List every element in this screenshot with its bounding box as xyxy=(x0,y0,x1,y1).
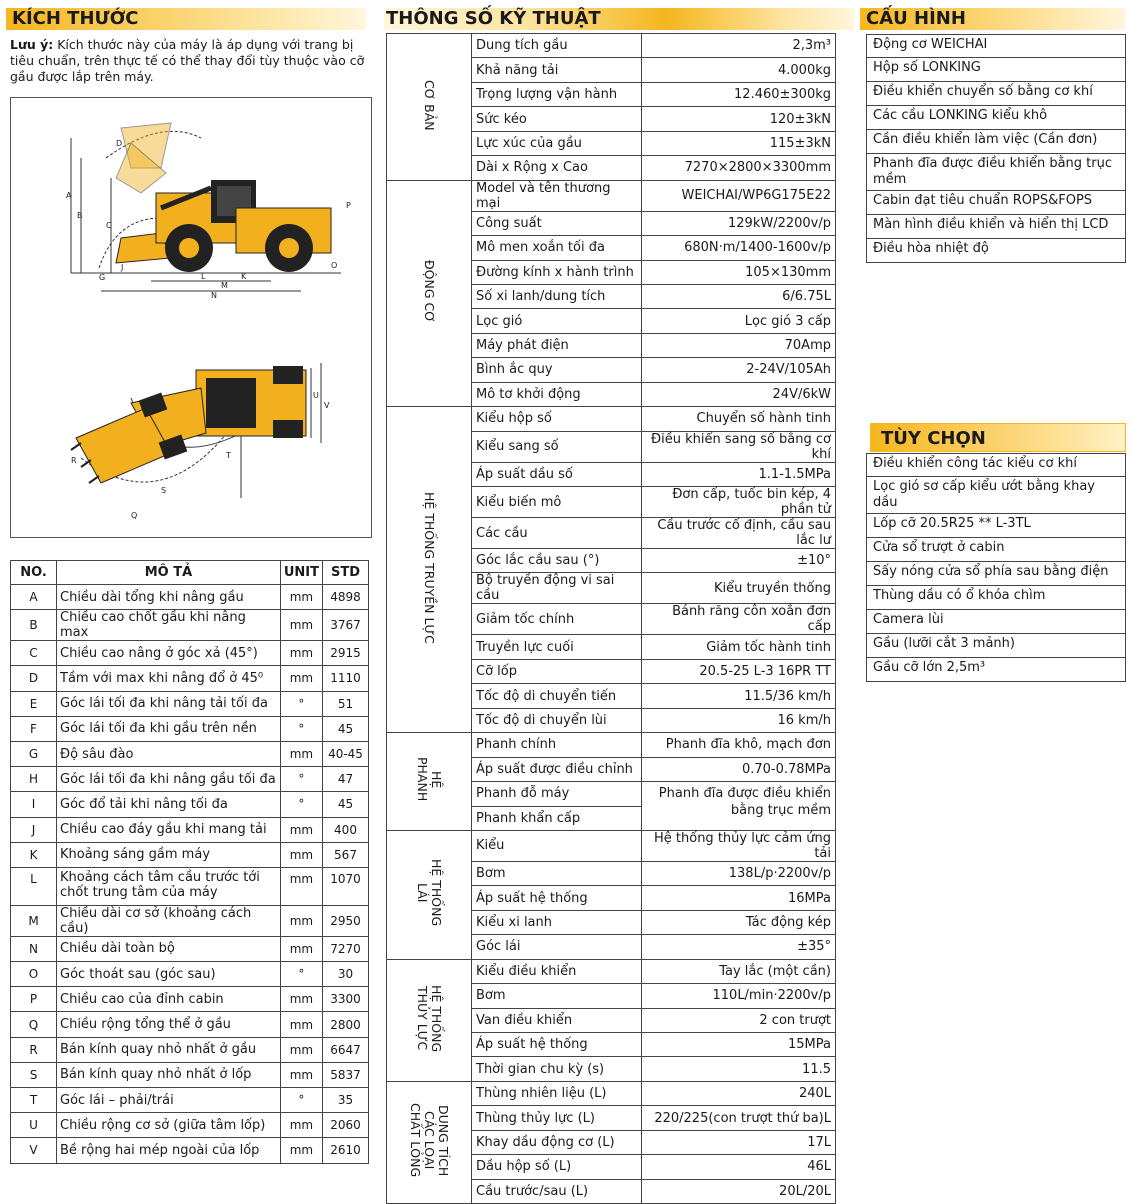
spec-value: 11.5 xyxy=(642,1057,836,1081)
dim-std-cell: 51 xyxy=(323,691,369,716)
spec-row xyxy=(387,1081,836,1105)
table-row xyxy=(11,585,369,610)
dim-unit-cell: ° xyxy=(280,962,322,987)
spec-group-label xyxy=(387,959,472,1081)
spec-key: Phanh khẩn cấp xyxy=(472,806,642,830)
spec-group-text: HỆ THỐNG THỦY LỰC xyxy=(415,984,444,1052)
dim-label-top-q: Q xyxy=(131,511,138,520)
section-header-specs: THÔNG SỐ KỸ THUẬT xyxy=(384,8,854,30)
spec-value: 16 km/h xyxy=(642,708,836,732)
spec-value: 17L xyxy=(642,1130,836,1154)
spec-key: Sức kéo xyxy=(472,107,642,131)
spec-row xyxy=(387,959,836,983)
dim-desc-cell: Chiều cao chốt gầu khi nâng max xyxy=(57,610,281,641)
spec-value: 4.000kg xyxy=(642,58,836,82)
dim-label-top-u: U xyxy=(313,391,319,400)
spec-row xyxy=(387,180,836,211)
spec-value: 2-24V/105Ah xyxy=(642,358,836,382)
section-header-dimensions: KÍCH THƯỚC xyxy=(6,8,366,30)
dim-desc-cell: Chiều rộng tổng thể ở gầu xyxy=(57,1012,281,1037)
spec-key: Công suất xyxy=(472,211,642,235)
dim-std-cell: 2950 xyxy=(323,905,369,936)
dim-std-cell: 5837 xyxy=(323,1062,369,1087)
dim-label-side-l: L xyxy=(201,272,206,281)
spec-key: Phanh đỗ máy xyxy=(472,782,642,806)
col-std: STD xyxy=(323,561,369,585)
option-item: Cửa sổ trượt ở cabin xyxy=(866,538,1126,562)
spec-value: ±35° xyxy=(642,935,836,959)
spec-value: 7270×2800×3300mm xyxy=(642,156,836,180)
dim-desc-cell: Bán kính quay nhỏ nhất ở lốp xyxy=(57,1062,281,1087)
spec-key: Thùng nhiên liệu (L) xyxy=(472,1081,642,1105)
option-item: Gầu cỡ lớn 2,5m³ xyxy=(866,658,1126,682)
dim-std-cell: 30 xyxy=(323,962,369,987)
spec-value: Giảm tốc hành tinh xyxy=(642,635,836,659)
dim-std-cell: 2060 xyxy=(323,1113,369,1138)
dim-label-top-t: T xyxy=(226,451,231,460)
spec-group-text: DUNG TÍCH CÁC LOẠI CHẤT LỎNG xyxy=(408,1103,451,1178)
dim-unit-cell: mm xyxy=(280,842,322,867)
spec-key: Mô tơ khởi động xyxy=(472,382,642,406)
col-unit: UNIT xyxy=(280,561,322,585)
spec-value: Phanh đĩa được điều khiển bằng trục mềm xyxy=(642,782,836,831)
spec-value: 12.460±300kg xyxy=(642,82,836,106)
spec-key: Kiểu biến mô xyxy=(472,487,642,518)
dim-no-cell: L xyxy=(11,867,57,905)
spec-value: 1.1-1.5MPa xyxy=(642,462,836,486)
dim-no-cell: E xyxy=(11,691,57,716)
dim-no-cell: J xyxy=(11,817,57,842)
dim-no-cell: I xyxy=(11,792,57,817)
dim-desc-cell: Chiều cao nâng ở góc xả (45°) xyxy=(57,641,281,666)
dim-no-cell: F xyxy=(11,716,57,741)
dim-label-side-d: D xyxy=(116,139,123,148)
option-item: Camera lùi xyxy=(866,610,1126,634)
dim-label-side-c: C xyxy=(106,221,112,230)
dim-std-cell: 40-45 xyxy=(323,741,369,766)
dim-std-cell: 567 xyxy=(323,842,369,867)
dim-label-top-s: S xyxy=(161,486,167,495)
spec-value: Hệ thống thủy lực cảm ứng tải xyxy=(642,830,836,861)
spec-value: Cầu trước cố định, cầu sau lắc lư xyxy=(642,518,836,549)
table-row xyxy=(11,962,369,987)
spec-key: Lọc gió xyxy=(472,309,642,333)
table-row xyxy=(11,741,369,766)
spec-key: Khay dầu động cơ (L) xyxy=(472,1130,642,1154)
dim-desc-cell: Chiều dài tổng khi nâng gầu xyxy=(57,585,281,610)
spec-value: Kiểu truyền thống xyxy=(642,573,836,604)
table-row xyxy=(11,1138,369,1163)
spec-key: Bơm xyxy=(472,984,642,1008)
dim-no-cell: V xyxy=(11,1138,57,1163)
dim-label-side-a: A xyxy=(66,191,72,200)
dim-label-top-r: R xyxy=(71,456,77,465)
config-item: Cần điều khiển làm việc (Cần đơn) xyxy=(866,130,1126,154)
table-row xyxy=(11,641,369,666)
spec-value: 105×130mm xyxy=(642,260,836,284)
table-row xyxy=(11,1088,369,1113)
spec-row xyxy=(387,34,836,58)
spec-value: 129kW/2200v/p xyxy=(642,211,836,235)
dim-desc-cell: Góc lái – phải/trái xyxy=(57,1088,281,1113)
spec-value: 680N·m/1400-1600v/p xyxy=(642,236,836,260)
spec-value: 240L xyxy=(642,1081,836,1105)
config-item: Điều hòa nhiệt độ xyxy=(866,239,1126,263)
table-row xyxy=(11,1012,369,1037)
dim-std-cell: 1070 xyxy=(323,867,369,905)
spec-key: Tốc độ di chuyển tiến xyxy=(472,684,642,708)
option-item: Thùng dầu có ổ khóa chìm xyxy=(866,586,1126,610)
dim-label-side-p: P xyxy=(346,201,351,210)
table-row xyxy=(11,767,369,792)
dim-unit-cell: ° xyxy=(280,792,322,817)
spec-value: 138L/p·2200v/p xyxy=(642,861,836,885)
dim-unit-cell: mm xyxy=(280,936,322,961)
options-list xyxy=(866,453,1126,682)
col-no: NO. xyxy=(11,561,57,585)
dim-label-side-b: B xyxy=(77,211,83,220)
spec-value: 0.70-0.78MPa xyxy=(642,757,836,781)
top-view-drawing xyxy=(71,363,321,498)
spec-key: Lực xúc của gầu xyxy=(472,131,642,155)
dim-label-top-v: V xyxy=(324,401,330,410)
config-item: Điều khiển chuyển số bằng cơ khí xyxy=(866,82,1126,106)
dim-no-cell: P xyxy=(11,987,57,1012)
spec-key: Model và tên thương mại xyxy=(472,180,642,211)
spec-key: Bộ truyền động vi sai cầu xyxy=(472,573,642,604)
dim-no-cell: M xyxy=(11,905,57,936)
dim-unit-cell: mm xyxy=(280,1113,322,1138)
table-row xyxy=(11,817,369,842)
dim-no-cell: Q xyxy=(11,1012,57,1037)
table-row xyxy=(11,842,369,867)
dim-desc-cell: Khoảng cách tâm cầu trước tới chốt trung tâm của máy xyxy=(57,867,281,905)
note-label: Lưu ý: xyxy=(10,37,54,52)
spec-key: Bơm xyxy=(472,861,642,885)
spec-value: Bánh răng côn xoắn đơn cấp xyxy=(642,604,836,635)
dim-desc-cell: Góc đổ tải khi nâng tối đa xyxy=(57,792,281,817)
dim-std-cell: 2610 xyxy=(323,1138,369,1163)
dim-desc-cell: Góc lái tối đa khi nâng tải tối đa xyxy=(57,691,281,716)
dim-no-cell: A xyxy=(11,585,57,610)
spec-group-label xyxy=(387,733,472,831)
dim-desc-cell: Tầm với max khi nâng đổ ở 45⁰ xyxy=(57,666,281,691)
spec-key: Đường kính x hành trình xyxy=(472,260,642,284)
spec-row xyxy=(387,830,836,861)
spec-value: 24V/6kW xyxy=(642,382,836,406)
table-row xyxy=(11,691,369,716)
spec-key: Áp suất dầu số xyxy=(472,462,642,486)
option-item: Điều khiển công tác kiểu cơ khí xyxy=(866,453,1126,477)
spec-group-label xyxy=(387,180,472,407)
spec-key: Khả năng tải xyxy=(472,58,642,82)
dim-no-cell: G xyxy=(11,741,57,766)
option-item: Lốp cỡ 20.5R25 ** L-3TL xyxy=(866,514,1126,538)
config-item: Màn hình điều khiển và hiển thị LCD xyxy=(866,215,1126,239)
table-row xyxy=(11,716,369,741)
spec-value: Phanh đĩa khô, mạch đơn xyxy=(642,733,836,757)
spec-value: 46L xyxy=(642,1155,836,1179)
loader-diagram xyxy=(11,98,371,537)
table-row xyxy=(11,1113,369,1138)
spec-key: Phanh chính xyxy=(472,733,642,757)
section-header-options: TÙY CHỌN xyxy=(870,423,1126,452)
dim-desc-cell: Chiều dài cơ sở (khoảng cách cầu) xyxy=(57,905,281,936)
dim-unit-cell: mm xyxy=(280,1062,322,1087)
spec-value: 20.5-25 L-3 16PR TT xyxy=(642,659,836,683)
dim-desc-cell: Chiều cao đáy gầu khi mang tải xyxy=(57,817,281,842)
dim-label-side-m: M xyxy=(221,281,228,290)
table-row xyxy=(11,666,369,691)
spec-value: Đơn cấp, tuốc bin kép, 4 phần tử xyxy=(642,487,836,518)
dimensions-header-row xyxy=(11,561,369,585)
spec-key: Tốc độ di chuyển lùi xyxy=(472,708,642,732)
dim-unit-cell: mm xyxy=(280,867,322,905)
option-item: Sấy nóng cửa sổ phía sau bằng điện xyxy=(866,562,1126,586)
spec-key: Số xi lanh/dung tích xyxy=(472,284,642,308)
table-row xyxy=(11,610,369,641)
spec-key: Áp suất hệ thống xyxy=(472,1033,642,1057)
spec-value: 120±3kN xyxy=(642,107,836,131)
specifications-table xyxy=(386,33,836,1204)
dim-label-side-n: N xyxy=(211,291,217,300)
spec-group-text: CƠ BẢN xyxy=(422,79,437,131)
spec-key: Kiểu xyxy=(472,830,642,861)
dim-unit-cell: mm xyxy=(280,641,322,666)
spec-value: 6/6.75L xyxy=(642,284,836,308)
dim-no-cell: N xyxy=(11,936,57,961)
dim-label-side-j: J xyxy=(121,263,124,272)
spec-group-text: HỆ PHANH xyxy=(415,757,444,802)
dim-unit-cell: mm xyxy=(280,1138,322,1163)
note-text: Kích thước này của máy là áp dụng với trang bị tiêu chuẩn, trên thực tế có thể thay đổi tùy thuộc vào cỡ gầu được lắp trên máy. xyxy=(10,37,365,84)
spec-value: 16MPa xyxy=(642,886,836,910)
spec-value: Điều khiển sang số bằng cơ khí xyxy=(642,431,836,462)
dim-no-cell: T xyxy=(11,1088,57,1113)
table-row xyxy=(11,1062,369,1087)
table-row xyxy=(11,987,369,1012)
dimensions-table xyxy=(10,560,369,1164)
dim-unit-cell: mm xyxy=(280,585,322,610)
spec-key: Thời gian chu kỳ (s) xyxy=(472,1057,642,1081)
spec-value: Lọc gió 3 cấp xyxy=(642,309,836,333)
spec-value: 2 con trượt xyxy=(642,1008,836,1032)
spec-value: Tác động kép xyxy=(642,910,836,934)
dimension-note xyxy=(10,37,368,85)
spec-group-label xyxy=(387,830,472,959)
spec-key: Thùng thủy lực (L) xyxy=(472,1106,642,1130)
spec-group-label xyxy=(387,407,472,733)
spec-row xyxy=(387,407,836,431)
spec-group-label xyxy=(387,34,472,181)
config-item: Cabin đạt tiêu chuẩn ROPS&FOPS xyxy=(866,191,1126,215)
dim-no-cell: H xyxy=(11,767,57,792)
loader-diagram-box xyxy=(10,97,372,538)
dim-std-cell: 45 xyxy=(323,716,369,741)
dim-std-cell: 2915 xyxy=(323,641,369,666)
dim-desc-cell: Bề rộng hai mép ngoài của lốp xyxy=(57,1138,281,1163)
dim-no-cell: K xyxy=(11,842,57,867)
spec-key: Kiểu hộp số xyxy=(472,407,642,431)
dim-label-side-g: G xyxy=(99,273,106,282)
dim-unit-cell: mm xyxy=(280,610,322,641)
spec-value: WEICHAI/WP6G175E22 xyxy=(642,180,836,211)
dim-desc-cell: Chiều rộng cơ sở (giữa tâm lốp) xyxy=(57,1113,281,1138)
spec-value: 20L/20L xyxy=(642,1179,836,1203)
spec-group-text: HỆ THỐNG LÁI xyxy=(415,859,444,927)
config-item: Các cầu LONKING kiểu khô xyxy=(866,106,1126,130)
dim-std-cell: 4898 xyxy=(323,585,369,610)
dim-no-cell: U xyxy=(11,1113,57,1138)
dim-std-cell: 3767 xyxy=(323,610,369,641)
spec-group-text: HỆ THỐNG TRUYỀN LỰC xyxy=(422,491,437,644)
spec-key: Giảm tốc chính xyxy=(472,604,642,635)
spec-key: Dung tích gầu xyxy=(472,34,642,58)
dim-std-cell: 35 xyxy=(323,1088,369,1113)
spec-value: 110L/min·2200v/p xyxy=(642,984,836,1008)
dim-unit-cell: mm xyxy=(280,987,322,1012)
spec-key: Kiểu xi lanh xyxy=(472,910,642,934)
dim-std-cell: 400 xyxy=(323,817,369,842)
dim-label-side-k: K xyxy=(241,272,247,281)
spec-row xyxy=(387,733,836,757)
dim-unit-cell: mm xyxy=(280,817,322,842)
table-row xyxy=(11,1037,369,1062)
spec-key: Bình ắc quy xyxy=(472,358,642,382)
dim-desc-cell: Độ sâu đào xyxy=(57,741,281,766)
dim-unit-cell: mm xyxy=(280,741,322,766)
spec-value: 70Amp xyxy=(642,333,836,357)
col-desc: MÔ TẢ xyxy=(57,561,281,585)
spec-value: Chuyển số hành tinh xyxy=(642,407,836,431)
spec-key: Cầu trước/sau (L) xyxy=(472,1179,642,1203)
spec-value: 220/225(con trượt thứ ba)L xyxy=(642,1106,836,1130)
dim-no-cell: O xyxy=(11,962,57,987)
dim-unit-cell: ° xyxy=(280,1088,322,1113)
spec-key: Áp suất được điều chỉnh xyxy=(472,757,642,781)
dim-label-side-o: O xyxy=(331,261,338,270)
dim-no-cell: C xyxy=(11,641,57,666)
dim-unit-cell: mm xyxy=(280,1012,322,1037)
dim-no-cell: B xyxy=(11,610,57,641)
dim-unit-cell: ° xyxy=(280,716,322,741)
spec-value: 11.5/36 km/h xyxy=(642,684,836,708)
dim-unit-cell: mm xyxy=(280,905,322,936)
dim-std-cell: 1110 xyxy=(323,666,369,691)
spec-key: Góc lái xyxy=(472,935,642,959)
dim-desc-cell: Chiều dài toàn bộ xyxy=(57,936,281,961)
spec-value: Tay lắc (một cần) xyxy=(642,959,836,983)
spec-group-label xyxy=(387,1081,472,1203)
spec-key: Góc lắc cầu sau (°) xyxy=(472,549,642,573)
spec-key: Trọng lượng vận hành xyxy=(472,82,642,106)
dim-no-cell: D xyxy=(11,666,57,691)
section-header-config: CẤU HÌNH xyxy=(860,8,1126,30)
spec-key: Áp suất hệ thống xyxy=(472,886,642,910)
spec-value: ±10° xyxy=(642,549,836,573)
dim-desc-cell: Góc thoát sau (góc sau) xyxy=(57,962,281,987)
dim-unit-cell: mm xyxy=(280,666,322,691)
spec-value: 15MPa xyxy=(642,1033,836,1057)
dim-std-cell: 45 xyxy=(323,792,369,817)
spec-key: Các cầu xyxy=(472,518,642,549)
dim-std-cell: 3300 xyxy=(323,987,369,1012)
spec-value: 2,3m³ xyxy=(642,34,836,58)
side-view-drawing xyxy=(71,123,341,291)
dim-std-cell: 7270 xyxy=(323,936,369,961)
config-item: Hộp số LONKING xyxy=(866,58,1126,82)
spec-key: Kiểu điều khiển xyxy=(472,959,642,983)
dim-desc-cell: Góc lái tối đa khi gầu trên nền xyxy=(57,716,281,741)
dim-std-cell: 6647 xyxy=(323,1037,369,1062)
config-item: Động cơ WEICHAI xyxy=(866,34,1126,58)
dim-std-cell: 47 xyxy=(323,767,369,792)
spec-key: Dầu hộp số (L) xyxy=(472,1155,642,1179)
spec-key: Máy phát điện xyxy=(472,333,642,357)
table-row xyxy=(11,792,369,817)
dim-unit-cell: ° xyxy=(280,691,322,716)
spec-key: Truyền lực cuối xyxy=(472,635,642,659)
spec-group-text: ĐỘNG CƠ xyxy=(422,260,437,323)
dim-desc-cell: Góc lái tối đa khi nâng gầu tối đa xyxy=(57,767,281,792)
table-row xyxy=(11,867,369,905)
dim-no-cell: R xyxy=(11,1037,57,1062)
table-row xyxy=(11,936,369,961)
spec-key: Mô men xoắn tối đa xyxy=(472,236,642,260)
spec-key: Cỡ lốp xyxy=(472,659,642,683)
spec-key: Dài x Rộng x Cao xyxy=(472,156,642,180)
option-item: Lọc gió sơ cấp kiểu ướt bằng khay dầu xyxy=(866,477,1126,514)
dim-no-cell: S xyxy=(11,1062,57,1087)
config-item: Phanh đĩa được điều khiển bằng trục mềm xyxy=(866,154,1126,191)
option-item: Gầu (lưỡi cắt 3 mảnh) xyxy=(866,634,1126,658)
table-row xyxy=(11,905,369,936)
spec-key: Kiểu sang số xyxy=(472,431,642,462)
config-list xyxy=(866,34,1126,263)
dim-desc-cell: Khoảng sáng gầm máy xyxy=(57,842,281,867)
spec-value: 115±3kN xyxy=(642,131,836,155)
dim-unit-cell: mm xyxy=(280,1037,322,1062)
dim-desc-cell: Bán kính quay nhỏ nhất ở gầu xyxy=(57,1037,281,1062)
dim-desc-cell: Chiều cao của đỉnh cabin xyxy=(57,987,281,1012)
dim-unit-cell: ° xyxy=(280,767,322,792)
dim-std-cell: 2800 xyxy=(323,1012,369,1037)
spec-key: Van điều khiển xyxy=(472,1008,642,1032)
